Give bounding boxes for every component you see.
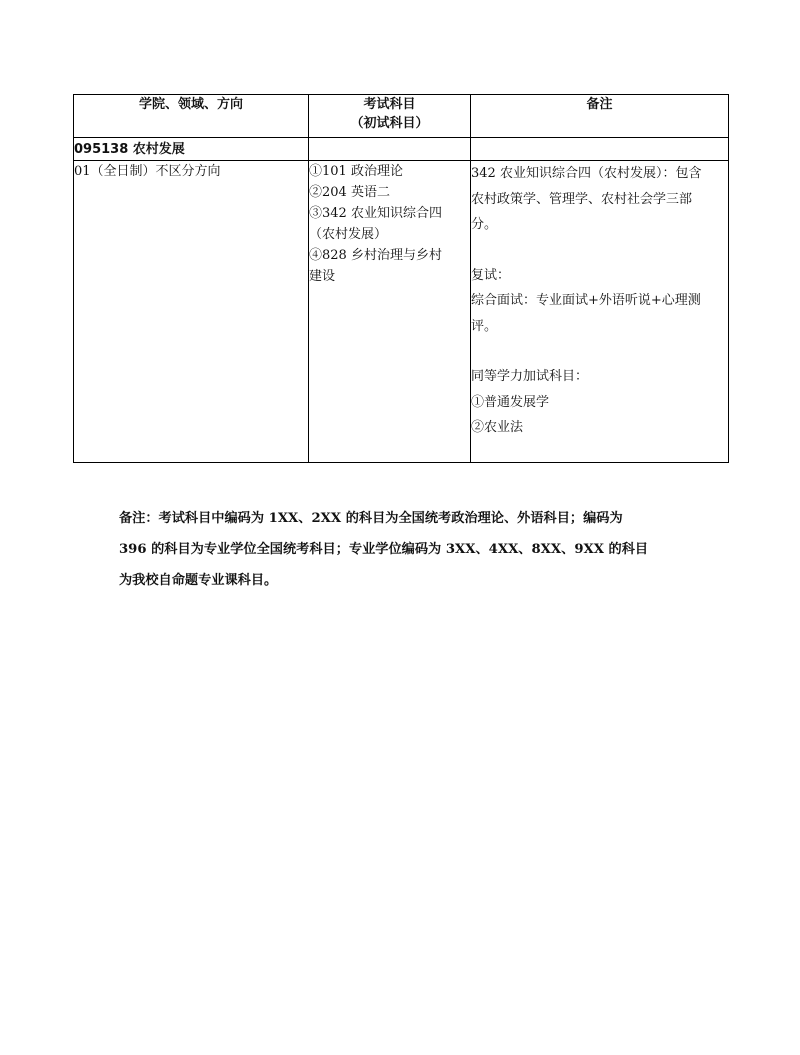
remark-equivalent-title: 同等学力加试科目：: [471, 369, 589, 384]
header-exam-subjects-line1: 考试科目: [363, 97, 416, 112]
remarks-cell: [471, 161, 729, 463]
header-exam-subjects: [309, 95, 471, 138]
footnote-line: 为我校自命题专业课科目。: [119, 573, 278, 588]
footnote: [119, 503, 689, 596]
direction-row: [74, 161, 729, 463]
subject-line: ①101 政治理论: [309, 164, 403, 179]
remark-scope-line: 分。: [471, 217, 498, 232]
footnote-line: 备注：考试科目中编码为 1XX、2XX 的科目为全国统考政治理论、外语科目；编码为: [119, 511, 623, 526]
subject-line: ②204 英语二: [309, 185, 390, 200]
major-subjects-empty-cell: [309, 138, 471, 161]
exam-subjects-table: [73, 94, 729, 463]
subject-line: 建设: [309, 269, 336, 284]
footnote-line: 396 的科目为专业学位全国统考科目；专业学位编码为 3XX、4XX、8XX、9XX 的科目: [119, 542, 649, 557]
direction-label: 01（全日制）不区分方向: [74, 161, 309, 463]
subject-line: ④828 乡村治理与乡村: [309, 248, 442, 263]
remark-retest-line: 评。: [471, 318, 498, 334]
major-row: [74, 138, 729, 161]
header-college-field-direction: 学院、领域、方向: [74, 95, 309, 138]
subjects-cell: [309, 161, 471, 463]
remark-retest-title: 复试：: [471, 267, 511, 283]
table-header-row: [74, 95, 729, 138]
header-remarks: 备注: [471, 95, 729, 138]
remark-equivalent-item: ①普通发展学: [471, 394, 550, 410]
remark-retest-line: 综合面试：专业面试+外语听说+心理测: [471, 293, 701, 308]
major-remarks-empty-cell: [471, 138, 729, 161]
major-label: 095138 农村发展: [74, 138, 309, 161]
remark-scope-line: 农村政策学、管理学、农村社会学三部: [471, 191, 693, 207]
subject-line: ③342 农业知识综合四: [309, 206, 442, 221]
remark-equivalent-item: ②农业法: [471, 420, 524, 435]
remark-scope-line: 342 农业知识综合四（农村发展）：包含: [471, 166, 702, 181]
header-exam-subjects-line2: （初试科目）: [350, 116, 429, 131]
subject-line: （农村发展）: [309, 227, 388, 242]
